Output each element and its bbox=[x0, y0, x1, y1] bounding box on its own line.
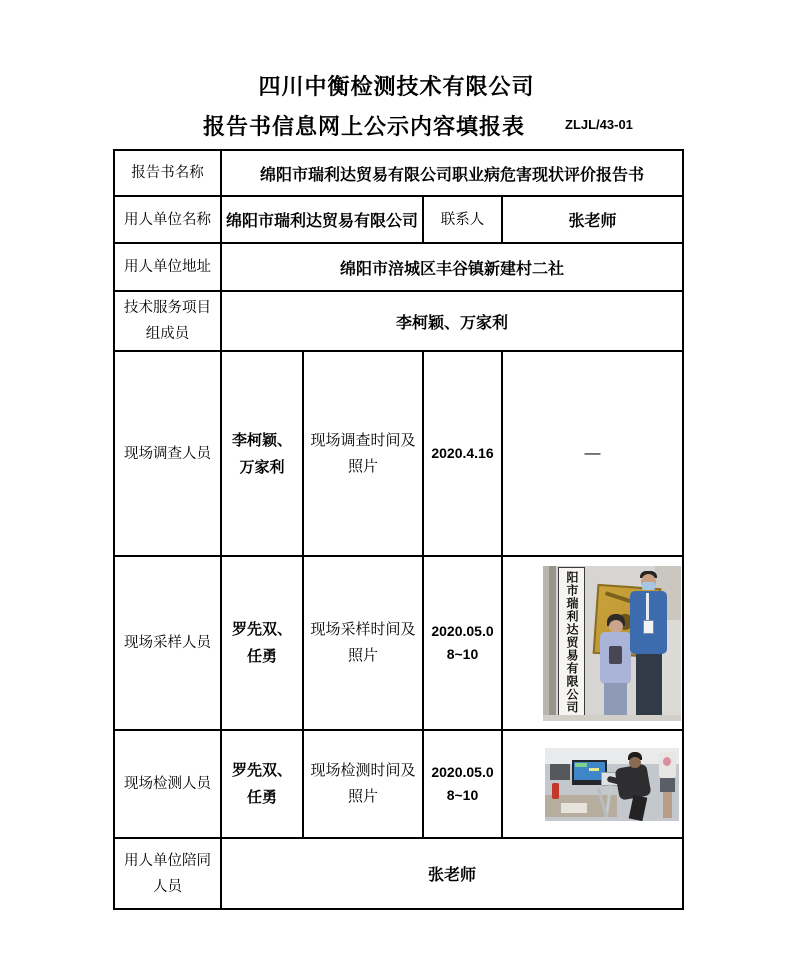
project-team-label-cell bbox=[114, 291, 221, 351]
investigation-time-label: 现场调查时间及照片 bbox=[310, 431, 416, 475]
sampling-time-label: 现场采样时间及照片 bbox=[310, 621, 416, 664]
white-boxes bbox=[561, 803, 587, 813]
technician-head bbox=[629, 757, 641, 768]
contact-value: 张老师 bbox=[568, 213, 617, 230]
man-lanyard bbox=[646, 593, 649, 621]
row-employer-name bbox=[114, 196, 683, 243]
escort-value-cell bbox=[221, 838, 683, 909]
employer-name-label-cell bbox=[114, 196, 221, 243]
page-title: 四川中衡检测技术有限公司 bbox=[258, 74, 535, 99]
man-id-badge bbox=[643, 620, 654, 634]
report-name-value-cell bbox=[221, 150, 683, 196]
man-pants bbox=[636, 654, 662, 718]
report-name-label-cell bbox=[114, 150, 221, 196]
employer-name-label: 用人单位名称 bbox=[124, 211, 211, 228]
man-face-mask bbox=[642, 582, 655, 590]
employer-name-value-cell bbox=[221, 196, 423, 243]
sampling-date-cell bbox=[423, 556, 502, 730]
testing-date-cell bbox=[423, 730, 502, 838]
testing-personnel-cell bbox=[221, 730, 303, 838]
sampling-date: 2020.05.08~10 bbox=[431, 623, 494, 662]
row-site-testing bbox=[114, 730, 683, 838]
investigation-date: 2020.4.16 bbox=[431, 445, 494, 461]
contact-label: 联系人 bbox=[440, 211, 485, 228]
sweatshirt-print bbox=[609, 646, 622, 664]
testing-site-photo bbox=[545, 748, 679, 821]
testing-photo-cell bbox=[502, 730, 683, 838]
row-project-team bbox=[114, 291, 683, 351]
investigation-label: 现场调查人员 bbox=[124, 445, 211, 462]
escort-label-cell bbox=[114, 838, 221, 909]
sampling-personnel-cell bbox=[221, 556, 303, 730]
row-site-investigation bbox=[114, 351, 683, 556]
fire-extinguisher bbox=[552, 783, 559, 799]
employer-address-value-cell bbox=[221, 243, 683, 291]
sampling-personnel: 罗先双、任勇 bbox=[231, 621, 292, 665]
door-glass bbox=[543, 566, 549, 721]
bystander-shorts bbox=[660, 778, 675, 792]
testing-personnel: 罗先双、任勇 bbox=[231, 762, 292, 806]
contact-value-cell bbox=[502, 196, 683, 243]
form-title: 报告书信息网上公示内容填报表 bbox=[202, 114, 526, 139]
investigation-personnel: 李柯颖、万家利 bbox=[231, 431, 292, 476]
woman-face bbox=[609, 620, 623, 633]
company-sign-vertical-text: 阳市瑞利达贸易有限公司 bbox=[558, 567, 585, 719]
row-employer-address bbox=[114, 243, 683, 291]
project-team-label: 技术服务项目组成员 bbox=[124, 300, 211, 342]
sampling-label-cell bbox=[114, 556, 221, 730]
investigation-personnel-cell bbox=[221, 351, 303, 556]
employer-address-value: 绵阳市涪城区丰谷镇新建村二社 bbox=[340, 260, 565, 278]
testing-time-label-cell bbox=[303, 730, 423, 838]
project-team-value: 李柯颖、万家利 bbox=[396, 314, 509, 332]
testing-time-label: 现场检测时间及照片 bbox=[310, 762, 416, 805]
employer-address-label: 用人单位地址 bbox=[124, 259, 211, 275]
sampling-label: 现场采样人员 bbox=[124, 635, 211, 651]
row-site-sampling bbox=[114, 556, 683, 730]
investigation-photo-cell bbox=[502, 351, 683, 556]
report-info-table bbox=[113, 149, 684, 910]
project-team-value-cell bbox=[221, 291, 683, 351]
bystander-shirt-print bbox=[663, 757, 671, 766]
sampling-time-label-cell bbox=[303, 556, 423, 730]
floor bbox=[543, 715, 681, 721]
investigation-label-cell bbox=[114, 351, 221, 556]
no-photo-dash: — bbox=[584, 444, 601, 462]
screen-data-block bbox=[575, 763, 587, 767]
report-name-label: 报告书名称 bbox=[131, 165, 204, 181]
doc-code-label: ZLJL/43-01 bbox=[565, 117, 633, 132]
monitor-secondary bbox=[550, 764, 570, 780]
report-name-value: 绵阳市瑞利达贸易有限公司职业病危害现状评价报告书 bbox=[260, 166, 645, 184]
testing-label-cell bbox=[114, 730, 221, 838]
sampling-site-photo bbox=[543, 566, 681, 721]
escort-value: 张老师 bbox=[428, 867, 477, 884]
employer-name-value: 绵阳市瑞利达贸易有限公司 bbox=[225, 213, 418, 230]
row-escort bbox=[114, 838, 683, 909]
escort-label: 用人单位陪同人员 bbox=[124, 852, 211, 895]
screen-data-block bbox=[589, 768, 599, 771]
testing-label: 现场检测人员 bbox=[124, 776, 211, 792]
testing-date: 2020.05.08~10 bbox=[431, 764, 494, 803]
employer-address-label-cell bbox=[114, 243, 221, 291]
bystander-legs bbox=[663, 792, 672, 818]
investigation-date-cell bbox=[423, 351, 502, 556]
contact-label-cell bbox=[423, 196, 502, 243]
row-report-name bbox=[114, 150, 683, 196]
investigation-time-label-cell bbox=[303, 351, 423, 556]
sampling-photo-cell bbox=[502, 556, 683, 730]
